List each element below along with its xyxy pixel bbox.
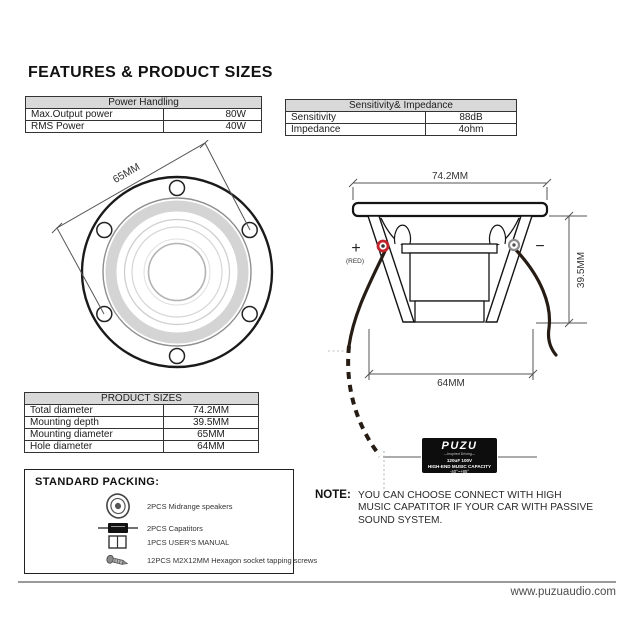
capacitor-temp-range: -40°~+85°: [450, 469, 469, 473]
capacitor-capacity: HIGH-END MUSIC CAPACITY: [427, 463, 492, 469]
note-label: NOTE:: [315, 489, 351, 501]
hole-diameter-label: 64MM: [437, 378, 465, 389]
size-row-label: Total diameter: [25, 405, 164, 417]
sensitivity-row-value: 88dB: [426, 112, 517, 124]
size-row-label: Mounting diameter: [25, 429, 164, 441]
size-row-value: 39.5MM: [164, 417, 259, 429]
hole-diameter-dimension: [365, 329, 537, 380]
positive-wire-dashed: [348, 346, 380, 456]
page-title: FEATURES & PRODUCT SIZES: [28, 64, 273, 81]
standard-packing-title: STANDARD PACKING:: [35, 476, 160, 488]
packing-item: [95, 534, 291, 550]
red-wire-note: (RED): [345, 258, 365, 265]
size-row-value: 65MM: [164, 429, 259, 441]
power-row-value: 80W: [164, 109, 262, 121]
size-row-label: Hole diameter: [25, 441, 164, 453]
footer-website: www.puzuaudio.com: [510, 586, 616, 598]
capacitor-icon: [95, 521, 141, 535]
packing-item-label: 2PCS Midrange speakers: [147, 501, 233, 511]
total-diameter-label: 74.2MM: [431, 171, 469, 182]
screw-icon: [95, 552, 141, 568]
sensitivity-row-label: Sensitivity: [286, 112, 426, 124]
packing-item-label: 12PCS M2X12MM Hexagon socket tapping screws: [147, 555, 318, 565]
packing-item-label: 2PCS Capatitors: [147, 523, 203, 533]
packing-item: [95, 552, 318, 568]
note-text: YOU CAN CHOOSE CONNECT WITH HIGH MUSIC CAPATITOR IF YOUR CAR WITH PASSIVE SOUND SYSTEM.: [358, 490, 594, 526]
sensitivity-table: [285, 99, 517, 136]
speaker-front-view-diagram: [40, 140, 290, 380]
puzu-capacitor: [422, 438, 497, 473]
size-row-value: 74.2MM: [164, 405, 259, 417]
speaker-icon: [95, 491, 141, 521]
mounting-diameter-label: 65MM: [110, 160, 143, 186]
capacitor-tagline: —Inspired Driving—: [443, 452, 476, 456]
negative-wire: [516, 250, 556, 355]
product-sizes-header: PRODUCT SIZES: [25, 393, 259, 405]
capacitor-brand: PUZU: [441, 440, 478, 452]
packing-item-label: 1PCS USER'S MANUAL: [147, 537, 230, 547]
footer-divider: [18, 581, 616, 583]
product-sizes-table: [24, 392, 259, 453]
manual-icon: [95, 535, 141, 550]
power-row-value: 40W: [164, 121, 262, 133]
power-row-label: RMS Power: [26, 121, 164, 133]
capacitor-spec: 120uF 100V: [446, 457, 473, 463]
size-row-label: Mounting depth: [25, 417, 164, 429]
power-table-header: Power Handling: [26, 97, 262, 109]
sensitivity-table-header: Sensitivity& Impedance: [286, 100, 517, 112]
power-row-label: Max.Output power: [26, 109, 164, 121]
total-diameter-dimension: [349, 179, 551, 200]
sensitivity-row-label: Impedance: [286, 124, 426, 136]
plus-sign: +: [351, 240, 361, 257]
positive-wire: [349, 251, 385, 346]
sensitivity-row-value: 4ohm: [426, 124, 517, 136]
minus-sign: −: [535, 238, 545, 255]
size-row-value: 64MM: [164, 441, 259, 453]
packing-item: [95, 490, 291, 522]
standard-packing-box: [24, 469, 318, 574]
mounting-depth-label: 39.5MM: [576, 251, 587, 289]
power-handling-table: [25, 96, 262, 133]
speaker-side-body: [353, 203, 547, 322]
